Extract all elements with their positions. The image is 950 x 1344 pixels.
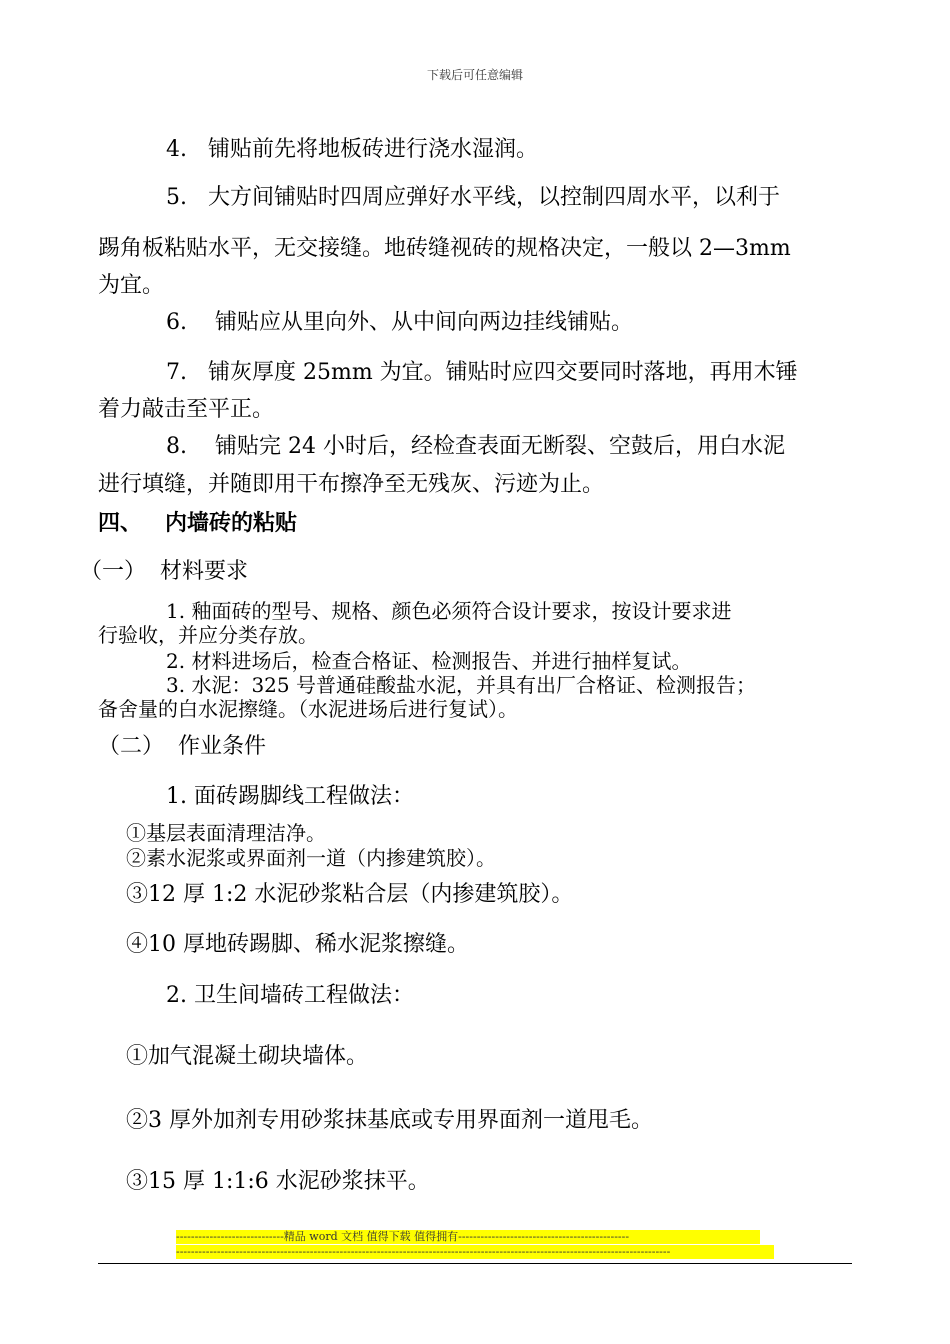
material-item-2: 2. 材料进场后，检查合格证、检测报告、并进行抽样复试。 — [166, 649, 692, 673]
material-item-1-line1: 1. 釉面砖的型号、规格、颜色必须符合设计要求，按设计要求进 — [166, 599, 732, 623]
footer-divider — [98, 1263, 852, 1264]
material-item-1-line2: 行验收，并应分类存放。 — [98, 623, 318, 647]
paragraph-4: 4. 铺贴前先将地板砖进行浇水湿润。 — [166, 137, 538, 162]
condition-2-step-2: ②3 厚外加剂专用砂浆抹基底或专用界面剂一道甩毛。 — [126, 1108, 653, 1133]
paragraph-5-line1: 5. 大方间铺贴时四周应弹好水平线，以控制四周水平，以利于 — [166, 185, 780, 210]
condition-1-step-1: ①基层表面清理洁净。 — [126, 821, 326, 845]
paragraph-5-line3: 为宜。 — [98, 273, 165, 298]
condition-item-1: 1. 面砖踢脚线工程做法： — [166, 784, 414, 809]
paragraph-8-line2: 进行填缝，并随即用干布擦净至无残灰、污迹为止。 — [98, 472, 605, 497]
condition-2-step-3: ③15 厚 1:1:6 水泥砂浆抹平。 — [126, 1169, 430, 1194]
paragraph-7-line1: 7. 铺灰厚度 25mm 为宜。铺贴时应四交要同时落地，再用木锤 — [166, 360, 798, 385]
paragraph-7-line2: 着力敲击至平正。 — [98, 397, 275, 422]
condition-1-step-3: ③12 厚 1:2 水泥砂浆粘合层（内掺建筑胶）。 — [126, 882, 574, 907]
subsection-heading-1: （一） 材料要求 — [80, 559, 248, 584]
paragraph-8-line1: 8. 铺贴完 24 小时后，经检查表面无断裂、空鼓后，用白水泥 — [166, 434, 785, 459]
page-header: 下载后可任意编辑 — [426, 68, 523, 82]
material-item-3-line1: 3. 水泥：325 号普通硅酸盐水泥，并具有出厂合格证、检测报告； — [166, 673, 756, 697]
condition-1-step-2: ②素水泥浆或界面剂一道（内掺建筑胶）。 — [126, 846, 496, 870]
paragraph-6: 6. 铺贴应从里向外、从中间向两边挂线铺贴。 — [166, 310, 633, 335]
section-heading-4: 四、 内墙砖的粘贴 — [98, 510, 297, 536]
condition-2-step-1: ①加气混凝土砌块墙体。 — [126, 1044, 369, 1069]
condition-item-2: 2. 卫生间墙砖工程做法： — [166, 983, 414, 1008]
condition-1-step-4: ④10 厚地砖踢脚、稀水泥浆擦缝。 — [126, 932, 469, 957]
paragraph-5-line2: 踢角板粘贴水平，无交接缝。地砖缝视砖的规格决定，一般以 2—3mm — [98, 236, 791, 261]
subsection-heading-2: （二） 作业条件 — [98, 734, 266, 759]
material-item-3-line2: 备舍量的白水泥擦缝。（水泥进场后进行复试）。 — [98, 697, 518, 721]
footer-banner-line2: ------------------------------------------------------------------------------------------------------------------------------------- — [176, 1245, 774, 1259]
footer-banner-line1: -----------------------------精品 word 文档 值得下载 值得拥有---------------------------------------------- — [176, 1230, 760, 1244]
